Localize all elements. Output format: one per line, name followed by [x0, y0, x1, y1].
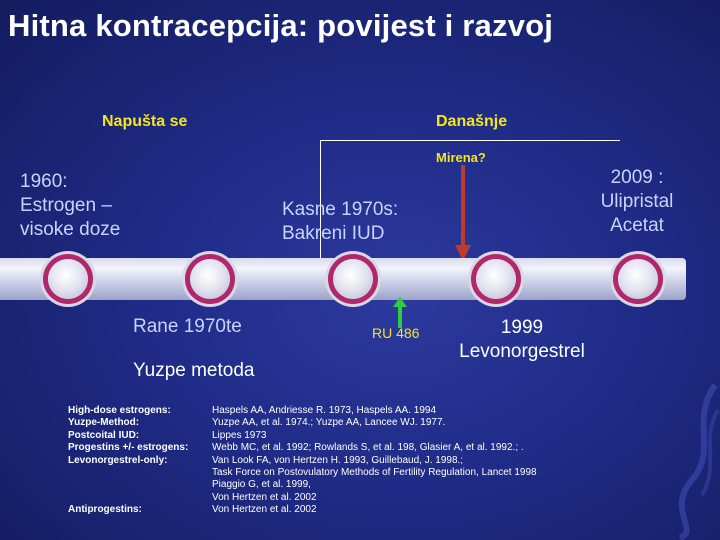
reference-value: Von Hertzen et al. 2002 [212, 504, 317, 516]
timeline-node-1 [48, 259, 88, 299]
event-early-1970s: Rane 1970te [133, 316, 242, 337]
reference-label [68, 467, 188, 479]
reference-value: Piaggio G, et al. 1999, [212, 479, 311, 491]
reference-label: Levonorgestrel-only: [68, 454, 168, 466]
decorative-swirl-icon [670, 380, 720, 540]
mirena-arrow-icon [454, 165, 472, 263]
slide-title: Hitna kontracepcija: povijest i razvoj [8, 8, 554, 43]
reference-label: Yuzpe-Method: [68, 417, 140, 429]
event-1960-line1: 1960: [20, 171, 68, 192]
header-abandoned: Napušta se [102, 113, 188, 130]
event-late-1970s-line1: Kasne 1970s: [282, 199, 399, 220]
event-2009-line2: Ulipristal [600, 191, 674, 212]
event-1960-line2: Estrogen – [20, 195, 112, 216]
event-1960 [20, 170, 120, 242]
event-late-1970s-line2: Bakreni IUD [282, 223, 385, 244]
reference-label: Progestins +/- estrogens: [68, 442, 189, 454]
reference-label: Postcoital IUD: [68, 429, 140, 441]
reference-value: Lippes 1973 [212, 429, 267, 441]
event-1960-line3: visoke doze [20, 219, 121, 240]
event-2009 [588, 166, 686, 238]
event-late-1970s [282, 198, 398, 246]
reference-value: Von Hertzen et al. 2002 [212, 491, 317, 503]
reference-labels [68, 405, 188, 517]
reference-label: Antiprogestins: [68, 504, 142, 516]
bracket-top-line [320, 140, 620, 141]
mirena-label: Mirena? [436, 150, 486, 165]
event-2009-line3: Acetat [610, 215, 664, 236]
reference-values [212, 405, 537, 517]
timeline-node-2 [190, 259, 230, 299]
reference-value: Van Look FA, von Hertzen H. 1993, Guillebaud, J. 1998.; [212, 454, 464, 466]
header-current: Današnje [436, 113, 508, 130]
event-yuzpe: Yuzpe metoda [133, 360, 255, 381]
event-2009-line1: 2009 : [610, 167, 664, 188]
event-1999 [442, 316, 602, 364]
reference-value: Task Force on Postovulatory Methods of Fertility Regulation, Lancet 1998 [212, 466, 537, 478]
reference-value: Webb MC, et al. 1992; Rowlands S, et al. 198, Glasier A, et al. 1992.; . [212, 442, 524, 454]
reference-label [68, 492, 188, 504]
timeline-node-4 [476, 259, 516, 299]
event-ru486: RU 486 [372, 325, 420, 341]
timeline-node-5 [618, 259, 658, 299]
event-1999-line2: Levonorgestrel [459, 341, 585, 362]
reference-value: Yuzpe AA, et al. 1974.; Yuzpe AA, Lancee WJ. 1977. [212, 417, 446, 429]
reference-value: Haspels AA, Andriesse R. 1973, Haspels AA. 1994 [212, 405, 437, 416]
reference-label: High-dose estrogens: [68, 405, 171, 416]
timeline-node-3 [333, 259, 373, 299]
reference-label [68, 479, 188, 491]
event-1999-line1: 1999 [500, 317, 544, 338]
